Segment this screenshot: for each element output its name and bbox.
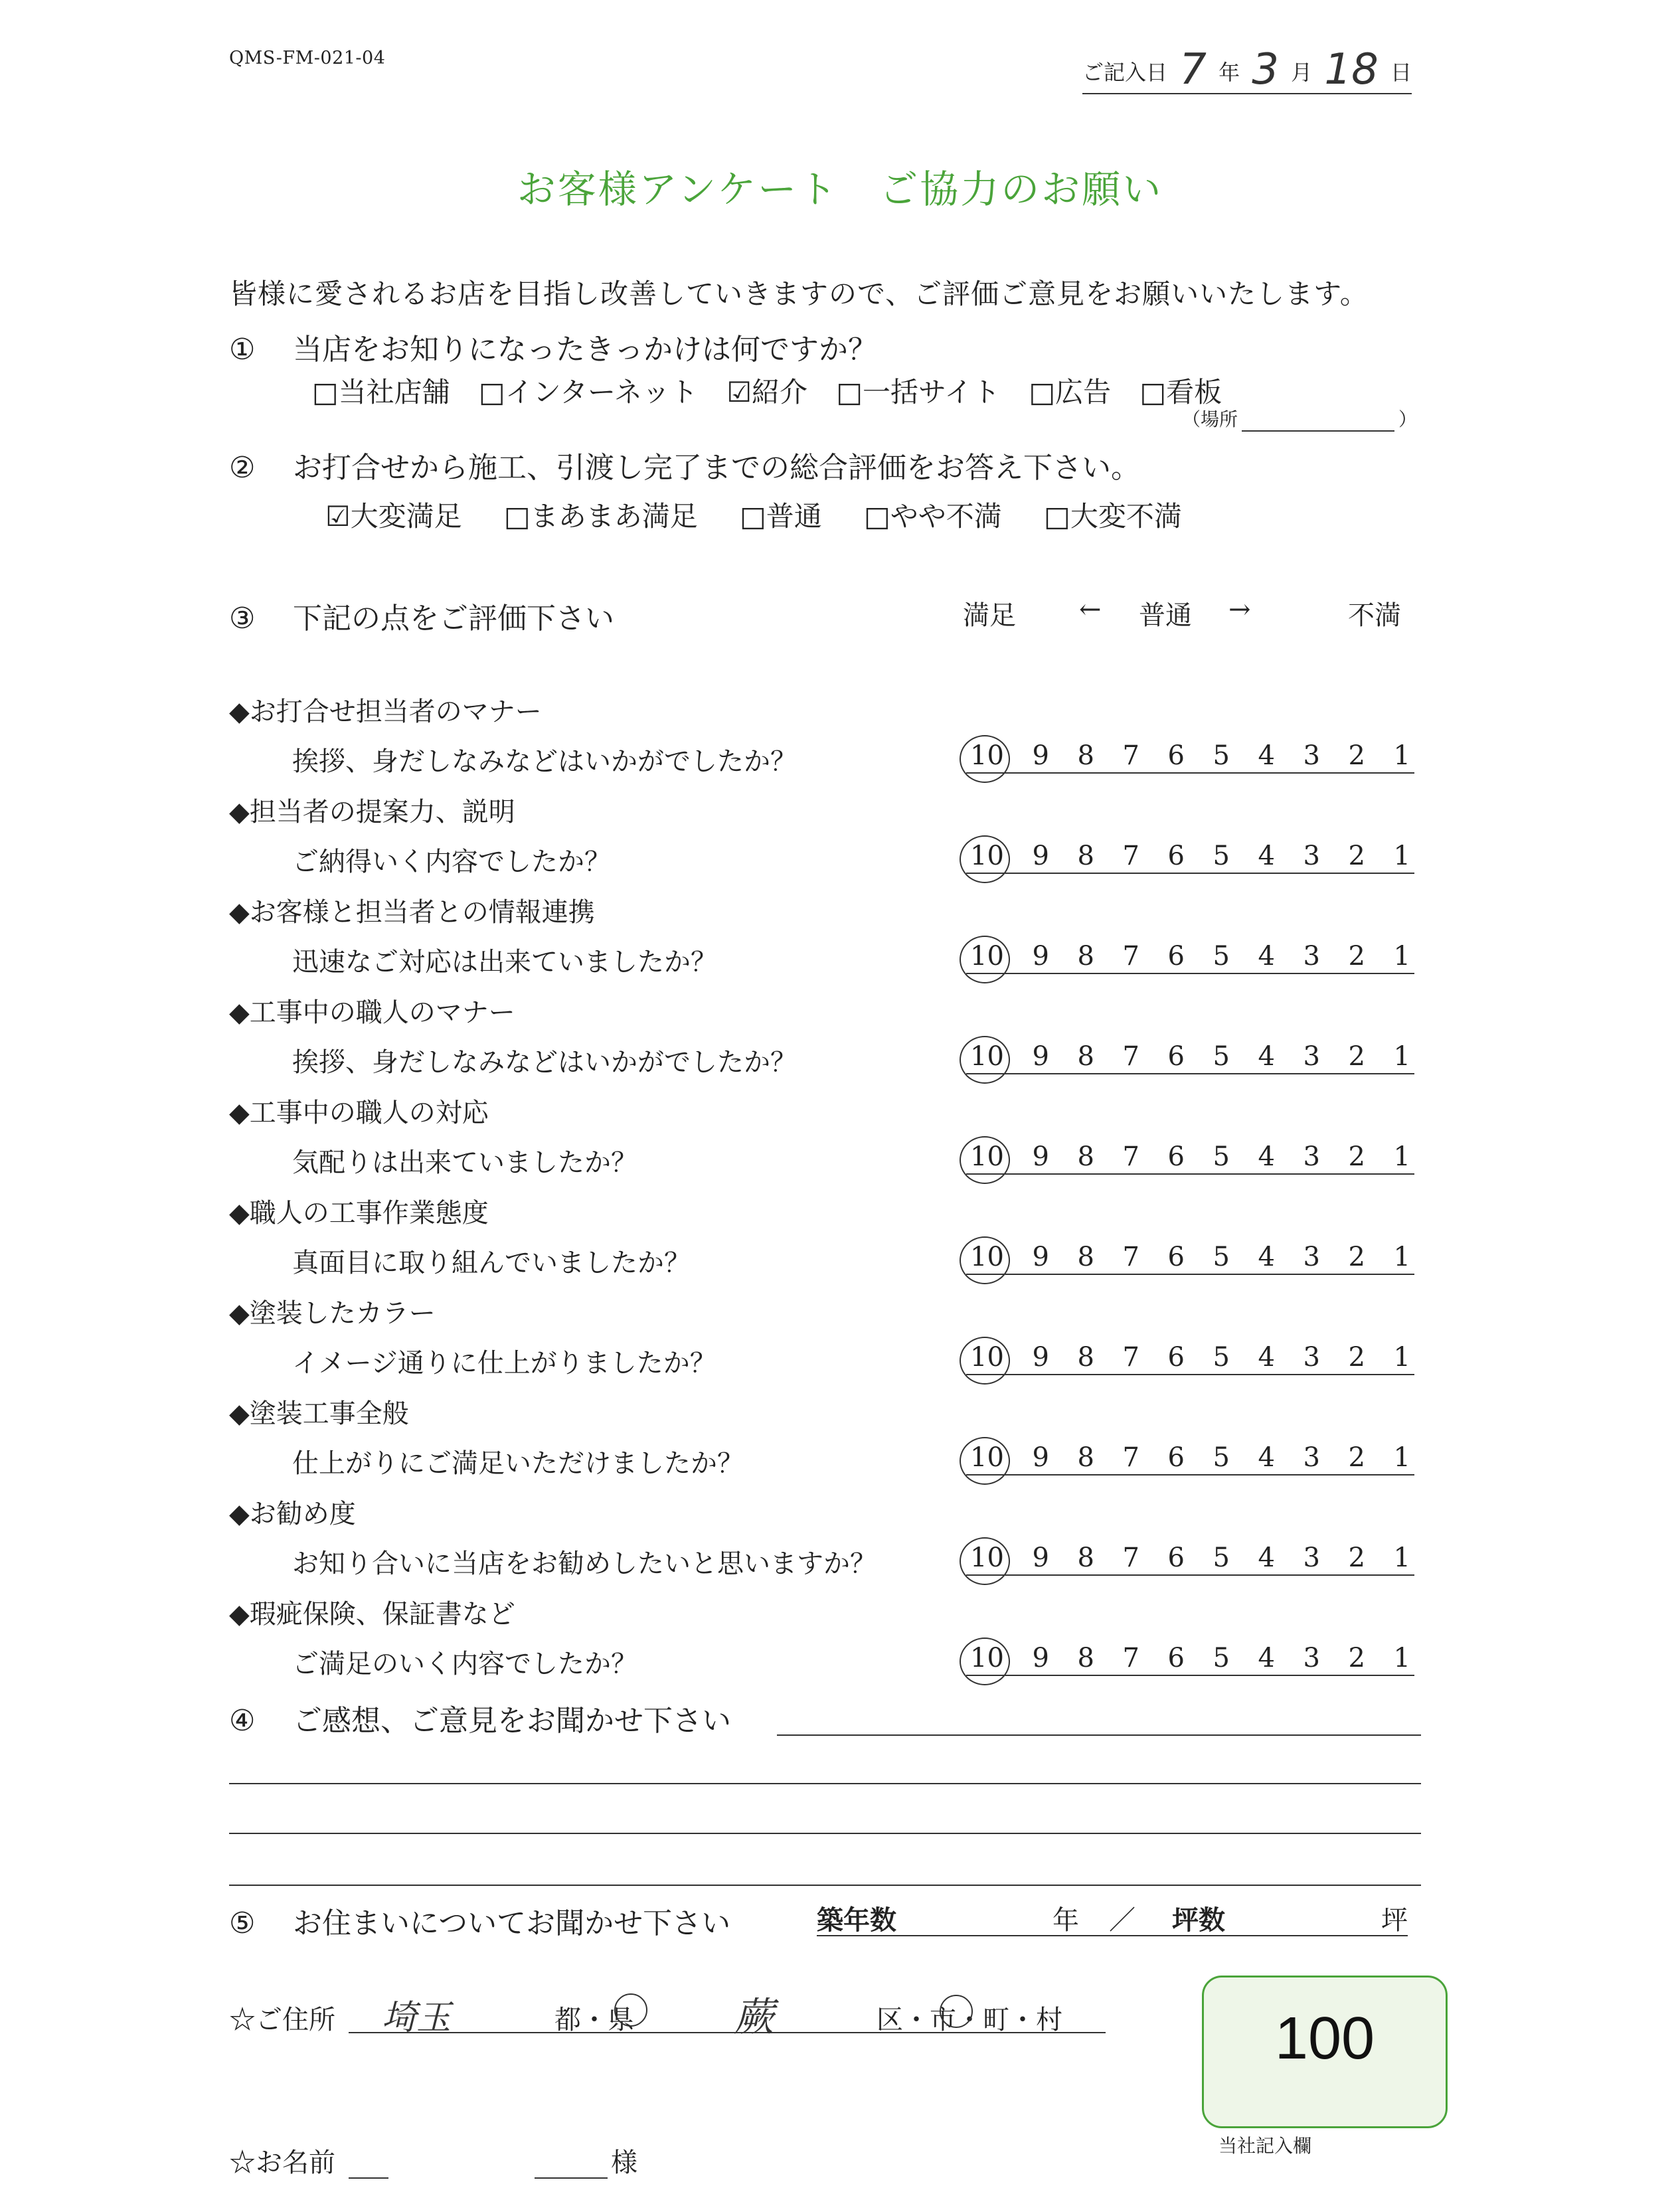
q2-option-neutral[interactable]: □普通: [740, 500, 822, 533]
rating-option[interactable]: 9: [1032, 1442, 1049, 1473]
rating-option[interactable]: 7: [1122, 1643, 1139, 1673]
rating-option[interactable]: 5: [1213, 841, 1230, 871]
date-day-value[interactable]: 18: [1324, 45, 1379, 94]
rating-category: ◆工事中の職人のマナー: [229, 997, 515, 1028]
rating-option[interactable]: 1: [1393, 1141, 1410, 1172]
rating-category: ◆お客様と担当者との情報連携: [229, 897, 595, 928]
slash-divider: ／: [1109, 1905, 1135, 1936]
rating-option[interactable]: 2: [1348, 941, 1365, 971]
name-label: ☆お名前: [229, 2147, 335, 2178]
date-month-value[interactable]: 3: [1252, 45, 1279, 94]
q1-option-comparison-site[interactable]: □一括サイト: [836, 376, 1001, 408]
q5-text: お住まいについてお聞かせ下さい: [293, 1906, 731, 1940]
rating-option[interactable]: 6: [1167, 1643, 1185, 1673]
rating-option[interactable]: 8: [1077, 1041, 1094, 1072]
name-row: [229, 2142, 687, 2181]
rating-option[interactable]: 4: [1258, 1141, 1275, 1172]
rating-category: ◆お勧め度: [229, 1499, 356, 1529]
rating-option[interactable]: 2: [1348, 740, 1365, 771]
q2-option-satisfied[interactable]: □まあまあ満足: [504, 500, 698, 533]
rating-option[interactable]: 4: [1258, 941, 1275, 971]
building-age-label: 築年数: [817, 1904, 896, 1936]
rating-category: ◆工事中の職人の対応: [229, 1098, 489, 1128]
rating-category: ◆瑕疵保険、保証書など: [229, 1599, 515, 1630]
rating-question: 挨拶、身だしなみなどはいかがでしたか？: [292, 746, 797, 777]
rating-option[interactable]: 3: [1303, 1643, 1320, 1673]
rating-option[interactable]: 6: [1167, 941, 1185, 971]
rating-option[interactable]: 6: [1167, 1342, 1185, 1373]
rating-scale: [966, 1442, 1414, 1475]
rating-option[interactable]: 1: [1393, 941, 1410, 971]
rating-scale: [966, 1141, 1414, 1175]
rating-option[interactable]: 10: [970, 1342, 1004, 1373]
rating-option[interactable]: 10: [970, 1141, 1004, 1172]
rating-scale: [966, 841, 1414, 874]
rating-option[interactable]: 3: [1303, 1141, 1320, 1172]
rating-option[interactable]: 9: [1032, 941, 1049, 971]
rating-question: 真面目に取り組んでいましたか？: [292, 1248, 691, 1278]
rating-option[interactable]: 6: [1167, 1141, 1185, 1172]
rating-option[interactable]: 4: [1258, 841, 1275, 871]
page-title: お客様アンケート ご協力のお願い: [517, 167, 1163, 212]
intro-text: 皆様に愛されるお店を目指し改善していきますので、ご評価ご意見をお願いいたします。: [229, 278, 1369, 310]
rating-category: ◆お打合せ担当者のマナー: [229, 697, 542, 727]
rating-option[interactable]: 5: [1213, 740, 1230, 771]
question-3: [229, 594, 614, 637]
rating-option[interactable]: 7: [1122, 1141, 1139, 1172]
comment-line-4[interactable]: [229, 1885, 1421, 1886]
place-close: ）: [1398, 408, 1418, 430]
rating-option[interactable]: 9: [1032, 1141, 1049, 1172]
form-code: QMS-FM-021-04: [229, 48, 386, 68]
q5-number: ⑤: [229, 1906, 256, 1940]
rating-option[interactable]: 8: [1077, 1242, 1094, 1272]
rating-option[interactable]: 8: [1077, 1442, 1094, 1473]
rating-option[interactable]: 10: [970, 841, 1004, 871]
rating-option[interactable]: 6: [1167, 740, 1185, 771]
rating-option[interactable]: 4: [1258, 1643, 1275, 1673]
building-age-unit: 年: [1052, 1905, 1079, 1936]
rating-scale: [966, 740, 1414, 774]
q4-number: ④: [229, 1704, 256, 1738]
rating-option[interactable]: 5: [1213, 1242, 1230, 1272]
address-label: ☆ご住所: [229, 2005, 335, 2035]
q1-option-signboard[interactable]: □看板: [1139, 376, 1222, 408]
selected-circle: [960, 835, 1010, 883]
q1-option-internet[interactable]: □インターネット: [479, 376, 698, 408]
prefecture-circle: [614, 1993, 647, 2027]
q1-option-referral[interactable]: ☑紹介: [726, 376, 807, 408]
rating-option[interactable]: 2: [1348, 1442, 1365, 1473]
rating-option[interactable]: 3: [1303, 1543, 1320, 1573]
date-year-value[interactable]: 7: [1179, 45, 1207, 94]
rating-option[interactable]: 2: [1348, 1342, 1365, 1373]
rating-option[interactable]: 6: [1167, 1041, 1185, 1072]
q2-text: お打合せから施工、引渡し完了までの総合評価をお答え下さい。: [293, 451, 1140, 485]
rating-option[interactable]: 3: [1303, 841, 1320, 871]
rating-scale: [966, 1543, 1414, 1576]
question-2: [229, 444, 1140, 486]
comment-line-2[interactable]: [229, 1783, 1421, 1784]
rating-question: ご納得いく内容でしたか？: [292, 847, 611, 877]
rating-option[interactable]: 4: [1258, 740, 1275, 771]
staff-score-box: [1202, 1976, 1448, 2128]
rating-question: 気配りは出来ていましたか？: [292, 1147, 637, 1178]
rating-option[interactable]: 7: [1122, 841, 1139, 871]
rating-option[interactable]: 10: [970, 1643, 1004, 1673]
scale-arrow-left: ←: [1079, 594, 1102, 625]
selected-circle: [960, 1236, 1010, 1284]
rating-option[interactable]: 7: [1122, 1442, 1139, 1473]
rating-option[interactable]: 7: [1122, 941, 1139, 971]
rating-option[interactable]: 8: [1077, 1342, 1094, 1373]
name-suffix: 様: [611, 2147, 637, 2178]
rating-option[interactable]: 4: [1258, 1041, 1275, 1072]
rating-option[interactable]: 4: [1258, 1242, 1275, 1272]
rating-scale: [966, 941, 1414, 974]
city-units: 区・市・町・村: [877, 2005, 1062, 2035]
q3-number: ③: [229, 602, 256, 635]
q2-options: [325, 495, 1202, 535]
rating-option[interactable]: 9: [1032, 1242, 1049, 1272]
rating-option[interactable]: 3: [1303, 1041, 1320, 1072]
q3-text: 下記の点をご評価下さい: [293, 602, 614, 635]
rating-option[interactable]: 1: [1393, 1242, 1410, 1272]
rating-option[interactable]: 7: [1122, 1543, 1139, 1573]
selected-circle: [960, 735, 1010, 783]
q1-option-store[interactable]: □当社店舗: [312, 376, 450, 408]
rating-category: ◆塗装したカラー: [229, 1298, 436, 1329]
name-underline-right[interactable]: [535, 2177, 608, 2179]
q1-number: ①: [229, 333, 256, 367]
rating-option[interactable]: 1: [1393, 1442, 1410, 1473]
floor-area-label: 坪数: [1172, 1904, 1225, 1936]
address-city-value[interactable]: 蕨: [734, 1994, 774, 2041]
house-info-field[interactable]: [817, 1899, 1408, 1936]
rating-option[interactable]: 3: [1303, 1442, 1320, 1473]
q2-option-dissatisfied[interactable]: □やや不満: [864, 500, 1002, 533]
rating-scale: [966, 1041, 1414, 1074]
q1-text: 当店をお知りになったきっかけは何ですか？: [293, 333, 877, 367]
scale-arrow-right: →: [1228, 594, 1251, 625]
rating-option[interactable]: 8: [1077, 941, 1094, 971]
rating-option[interactable]: 8: [1077, 740, 1094, 771]
q2-number: ②: [229, 451, 256, 485]
rating-option[interactable]: 3: [1303, 740, 1320, 771]
rating-option[interactable]: 9: [1032, 1342, 1049, 1373]
staff-use-label: 当社記入欄: [1218, 2135, 1312, 2157]
rating-option[interactable]: 9: [1032, 1543, 1049, 1573]
rating-option[interactable]: 5: [1213, 1643, 1230, 1673]
rating-scale: [966, 1342, 1414, 1375]
rating-option[interactable]: 10: [970, 941, 1004, 971]
selected-circle: [960, 1036, 1010, 1084]
selected-circle: [960, 936, 1010, 983]
rating-option[interactable]: 8: [1077, 1141, 1094, 1172]
rating-scale: [966, 1242, 1414, 1275]
rating-option[interactable]: 2: [1348, 1643, 1365, 1673]
rating-option[interactable]: 10: [970, 1543, 1004, 1573]
rating-option[interactable]: 1: [1393, 1643, 1410, 1673]
rating-option[interactable]: 1: [1393, 1543, 1410, 1573]
rating-option[interactable]: 5: [1213, 1543, 1230, 1573]
rating-option[interactable]: 5: [1213, 941, 1230, 971]
q1-place-field[interactable]: [1182, 405, 1417, 432]
rating-option[interactable]: 7: [1122, 1242, 1139, 1272]
rating-option[interactable]: 5: [1213, 1442, 1230, 1473]
rating-option[interactable]: 9: [1032, 1643, 1049, 1673]
entry-date: [1082, 41, 1412, 94]
selected-circle: [960, 1638, 1010, 1685]
rating-category: ◆職人の工事作業態度: [229, 1198, 489, 1228]
rating-option[interactable]: 2: [1348, 1141, 1365, 1172]
rating-question: 仕上がりにご満足いただけましたか？: [292, 1448, 744, 1479]
rating-option[interactable]: 6: [1167, 1242, 1185, 1272]
rating-option[interactable]: 1: [1393, 1041, 1410, 1072]
rating-option[interactable]: 3: [1303, 941, 1320, 971]
rating-option[interactable]: 7: [1122, 1342, 1139, 1373]
rating-option[interactable]: 1: [1393, 1342, 1410, 1373]
rating-option[interactable]: 6: [1167, 841, 1185, 871]
rating-option[interactable]: 10: [970, 1442, 1004, 1473]
rating-category: ◆担当者の提案力、説明: [229, 797, 515, 827]
rating-question: イメージ通りに仕上がりましたか？: [292, 1348, 716, 1379]
rating-option[interactable]: 5: [1213, 1342, 1230, 1373]
rating-question: 挨拶、身だしなみなどはいかがでしたか？: [292, 1047, 797, 1078]
rating-option[interactable]: 7: [1122, 740, 1139, 771]
rating-option[interactable]: 6: [1167, 1442, 1185, 1473]
rating-question: 迅速なご対応は出来ていましたか？: [292, 947, 717, 977]
address-prefecture-value[interactable]: 埼玉: [382, 1998, 452, 2038]
date-label: ご記入日: [1082, 60, 1168, 85]
prefecture-units: 都・県: [554, 2005, 634, 2035]
rating-option[interactable]: 1: [1393, 740, 1410, 771]
rating-option[interactable]: 2: [1348, 1242, 1365, 1272]
rating-question: ご満足のいく内容でしたか？: [292, 1649, 637, 1679]
rating-option[interactable]: 10: [970, 740, 1004, 771]
comment-line-1[interactable]: [777, 1734, 1421, 1736]
staff-score-value: 100: [1274, 2005, 1375, 2072]
rating-option[interactable]: 5: [1213, 1041, 1230, 1072]
q1-option-ad[interactable]: □広告: [1029, 376, 1112, 408]
rating-question: お知り合いに当店をお勧めしたいと思いますか？: [292, 1549, 877, 1579]
rating-option[interactable]: 7: [1122, 1041, 1139, 1072]
rating-option[interactable]: 9: [1032, 841, 1049, 871]
question-1: [229, 325, 877, 368]
name-underline-left[interactable]: [349, 2177, 388, 2179]
rating-option[interactable]: 2: [1348, 841, 1365, 871]
rating-option[interactable]: 2: [1348, 1543, 1365, 1573]
rating-option[interactable]: 4: [1258, 1543, 1275, 1573]
rating-option[interactable]: 2: [1348, 1041, 1365, 1072]
rating-option[interactable]: 9: [1032, 1041, 1049, 1072]
rating-option[interactable]: 4: [1258, 1342, 1275, 1373]
q1-options: [312, 371, 1242, 410]
rating-option[interactable]: 8: [1077, 841, 1094, 871]
selected-circle: [960, 1437, 1010, 1485]
rating-option[interactable]: 5: [1213, 1141, 1230, 1172]
selected-circle: [960, 1136, 1010, 1184]
address-row: [229, 1994, 1106, 2041]
rating-option[interactable]: 10: [970, 1041, 1004, 1072]
question-5: [229, 1899, 730, 1942]
place-open: （場所: [1182, 408, 1238, 430]
question-4: [229, 1697, 731, 1739]
rating-option[interactable]: 3: [1303, 1242, 1320, 1272]
rating-option[interactable]: 8: [1077, 1543, 1094, 1573]
scale-satisfied-label: 満足: [963, 600, 1016, 631]
rating-option[interactable]: 1: [1393, 841, 1410, 871]
scale-neutral-label: 普通: [1139, 600, 1192, 631]
year-unit: 年: [1218, 60, 1240, 85]
rating-option[interactable]: 9: [1032, 740, 1049, 771]
rating-scale: [966, 1643, 1414, 1676]
selected-circle: [960, 1337, 1010, 1385]
comment-line-3[interactable]: [229, 1833, 1421, 1834]
month-unit: 月: [1291, 60, 1313, 85]
city-circle: [940, 1995, 973, 2028]
q4-text: ご感想、ご意見をお聞かせ下さい: [293, 1704, 731, 1738]
selected-circle: [960, 1537, 1010, 1585]
place-line: [1242, 413, 1394, 432]
rating-option[interactable]: 6: [1167, 1543, 1185, 1573]
rating-option[interactable]: 3: [1303, 1342, 1320, 1373]
rating-category: ◆塗装工事全般: [229, 1398, 409, 1429]
rating-option[interactable]: 4: [1258, 1442, 1275, 1473]
rating-option[interactable]: 10: [970, 1242, 1004, 1272]
day-unit: 日: [1390, 60, 1412, 85]
q2-option-very-dissatisfied[interactable]: □大変不満: [1044, 500, 1182, 533]
scale-dissatisfied-label: 不満: [1348, 600, 1401, 631]
floor-area-unit: 坪: [1381, 1905, 1408, 1936]
rating-option[interactable]: 8: [1077, 1643, 1094, 1673]
q2-option-very-satisfied[interactable]: ☑大変満足: [325, 500, 462, 533]
